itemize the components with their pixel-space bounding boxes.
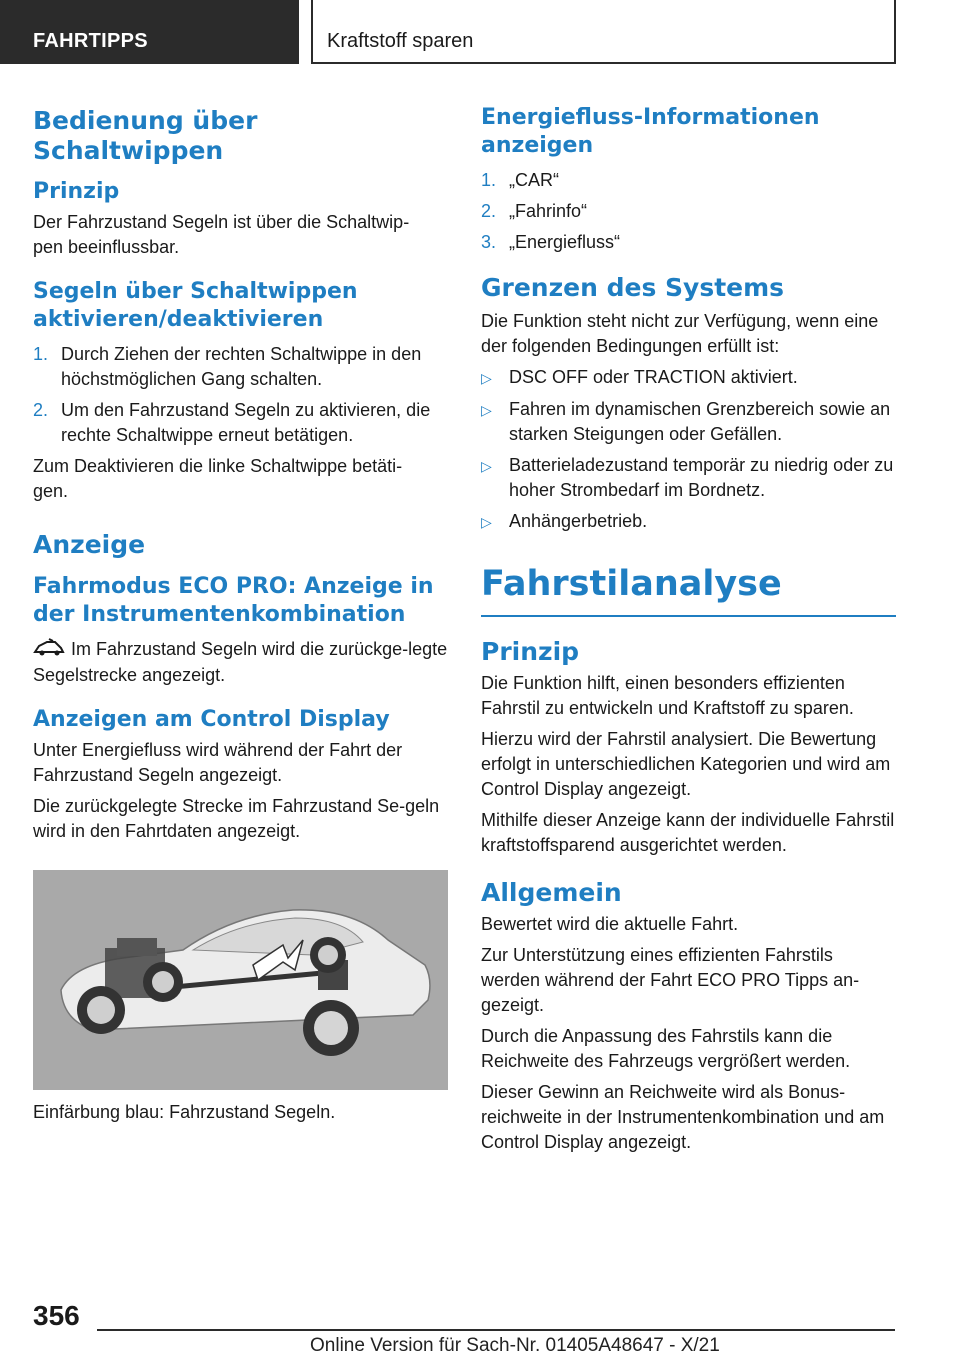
- list-item: [481, 365, 896, 391]
- bullet-text: DSC OFF oder TRACTION aktiviert.: [509, 367, 798, 387]
- list-item: [33, 398, 449, 448]
- footer-text: Online Version für Sach-Nr. 01405A48647 - X/21: [310, 1335, 720, 1356]
- paragraph-allgemein-4: Dieser Gewinn an Reichweite wird als Bonus‐reichweite in der Instrumentenkombination und am Control Display angezeigt.: [481, 1082, 885, 1152]
- section-divider: [481, 615, 896, 617]
- chapter-title: Kraftstoff sparen: [311, 0, 896, 64]
- step-number: 2.: [481, 201, 497, 221]
- triangle-right-icon: ▷: [481, 402, 492, 418]
- car-energy-illustration: [33, 870, 448, 1090]
- heading-fahrstilanalyse: Fahrstilanalyse: [481, 564, 782, 604]
- paragraph-allgemein-2: Zur Unterstützung eines effizienten Fahrstils werden während der Fahrt ECO PRO Tipps an‐gezeigt.: [481, 945, 860, 1015]
- paragraph-prinzip-2-2: Hierzu wird der Fahrstil analysiert. Die Bewertung erfolgt in unterschiedlichen Kategorien und wird am Control Display angezeigt.: [481, 729, 891, 799]
- heading-fahrmodus: Fahrmodus ECO PRO: Anzeige in der Instrumentenkombination: [33, 574, 434, 627]
- paragraph-allgemein-3: Durch die Anpassung des Fahrstils kann die Reichweite des Fahrzeugs vergrößert werden.: [481, 1026, 851, 1071]
- menu-item: „CAR“: [509, 170, 559, 190]
- list-item: [481, 230, 896, 255]
- triangle-right-icon: ▷: [481, 514, 492, 530]
- heading-prinzip-2: Prinzip: [481, 637, 580, 666]
- list-item: [481, 509, 896, 535]
- list-item: [481, 453, 896, 503]
- section-tab: FAHRTIPPS: [0, 0, 299, 64]
- heading-prinzip: Prinzip: [33, 179, 120, 204]
- list-item: [481, 397, 896, 447]
- menu-item: „Energiefluss“: [509, 232, 621, 252]
- heading-schaltwippen: Bedienung über Schaltwippen: [33, 106, 258, 165]
- step-number: 1.: [33, 344, 49, 364]
- steps-list: [33, 342, 449, 448]
- heading-control-display: Anzeigen am Control Display: [33, 706, 390, 732]
- triangle-right-icon: ▷: [481, 458, 492, 474]
- list-item: [481, 199, 896, 224]
- list-item: [481, 168, 896, 193]
- paragraph-allgemein-1: Bewertet wird die aktuelle Fahrt.: [481, 914, 739, 934]
- page-number: 356: [33, 1300, 80, 1331]
- image-caption: Einfärbung blau: Fahrzustand Segeln.: [33, 1102, 336, 1122]
- heading-allgemein: Allgemein: [481, 878, 622, 907]
- paragraph-grenzen: Die Funktion steht nicht zur Verfügung, wenn eine der folgenden Bedingungen erfüllt ist:: [481, 311, 879, 356]
- paragraph-fahrmodus: [33, 637, 449, 688]
- step-number: 2.: [33, 400, 49, 420]
- right-column: [481, 100, 896, 1161]
- paragraph-control-1: Unter Energiefluss wird während der Fahrt der Fahrzustand Segeln angezeigt.: [33, 739, 403, 785]
- list-item: [33, 342, 449, 392]
- fahrmodus-text: Im Fahrzustand Segeln wird die zurückge‐legte Segelstrecke angezeigt.: [33, 639, 448, 685]
- bullet-text: Fahren im dynamischen Grenzbereich sowie an starken Steigungen oder Gefällen.: [509, 399, 891, 444]
- step-text: Um den Fahrzustand Segeln zu aktivieren, die rechte Schaltwippe erneut betätigen.: [61, 400, 431, 445]
- step-text: Durch Ziehen der rechten Schaltwippe in den höchstmöglichen Gang schalten.: [61, 344, 422, 389]
- footer-divider: [97, 1329, 895, 1331]
- menu-item: „Fahrinfo“: [509, 201, 588, 221]
- step-number: 1.: [481, 170, 497, 190]
- menu-path-list: [481, 168, 896, 255]
- left-column: [33, 100, 449, 850]
- conditions-list: [481, 365, 896, 535]
- step-number: 3.: [481, 232, 497, 252]
- triangle-right-icon: ▷: [481, 370, 492, 386]
- bullet-text: Batterieladezustand temporär zu niedrig oder zu hoher Strombedarf im Bordnetz.: [509, 455, 894, 500]
- heading-anzeige: Anzeige: [33, 530, 146, 559]
- paragraph-prinzip-2-3: Mithilfe dieser Anzeige kann der individuelle Fahrstil kraftstoffsparend ausgerichtet werden.: [481, 810, 895, 855]
- paragraph-control-2: Die zurückgelegte Strecke im Fahrzustand Se‐geln wird in den Fahrtdaten angezeigt.: [33, 795, 440, 841]
- heading-grenzen: Grenzen des Systems: [481, 273, 785, 302]
- paragraph-prinzip-2-1: Die Funktion hilft, einen besonders effizienten Fahrstil zu entwickeln und Kraftstoff zu sparen.: [481, 673, 854, 718]
- heading-segeln: Segeln über Schaltwippen aktivieren/deaktivieren: [33, 279, 358, 332]
- heading-energiefluss: Energiefluss-Informationen anzeigen: [481, 105, 820, 158]
- paragraph-prinzip: Der Fahrzustand Segeln ist über die Schaltwip‐pen beeinflussbar.: [33, 212, 410, 257]
- bullet-text: Anhängerbetrieb.: [509, 511, 648, 531]
- paragraph-deaktivieren: Zum Deaktivieren die linke Schaltwippe betäti‐gen.: [33, 456, 403, 501]
- sailing-car-icon: [33, 638, 65, 663]
